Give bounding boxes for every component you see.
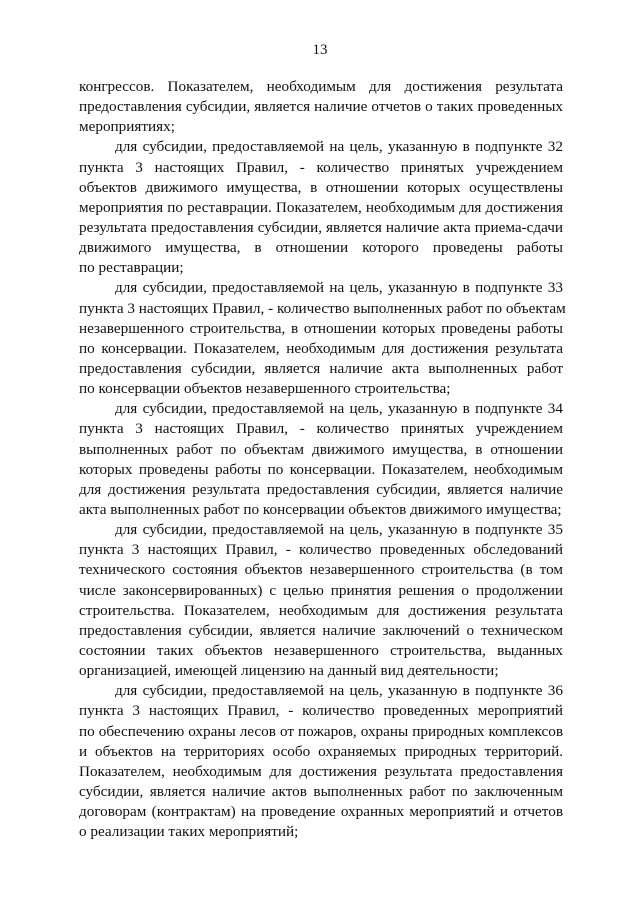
text-line: мероприятия по реставрации. Показателем, необходимым для достижения: [79, 198, 563, 216]
text-line: и объектов на территориях особо охраняемых природных территорий.: [79, 742, 563, 760]
paragraph-first-line: для субсидии, предоставляемой на цель, указанную в подпункте 35: [115, 521, 563, 539]
text-line: по обеспечению охраны лесов от пожаров, охраны природных комплексов: [79, 722, 563, 740]
text-line: конгрессов. Показателем, необходимым для достижения результата: [79, 78, 563, 95]
paragraph-first-line: для субсидии, предоставляемой на цель, указанную в подпункте 32: [115, 138, 563, 156]
text-line: субсидии, является наличие актов выполненных работ по заключенным: [79, 782, 563, 800]
text-line: пункта 3 настоящих Правил, - количество проведенных мероприятий: [79, 702, 563, 720]
text-line: результата предоставления субсидии, является наличие акта приема-сдачи: [79, 218, 563, 236]
text-line: организацией, имеющей лицензию на данный вид деятельности;: [79, 662, 499, 680]
text-line: пункта 3 настоящих Правил, - количество принятых учреждением: [79, 420, 563, 438]
text-line: акта выполненных работ по консервации объектов движимого имущества;: [79, 500, 562, 518]
text-line: предоставления субсидии, является наличие заключений о техническом: [79, 621, 563, 639]
page-number: 13: [312, 42, 328, 58]
paragraph-first-line: для субсидии, предоставляемой на цель, указанную в подпункте 34: [115, 400, 563, 418]
text-line: строительства. Показателем, необходимым для достижения результата: [79, 601, 563, 619]
paragraph-first-line: для субсидии, предоставляемой на цель, указанную в подпункте 33: [115, 279, 563, 297]
text-line: состоянии таких объектов незавершенного строительства, выданных: [79, 641, 563, 659]
text-line: по консервации объектов незавершенного строительства;: [79, 380, 451, 398]
text-line: объектов движимого имущества, в отношении которых осуществлены: [79, 178, 563, 196]
text-line: движимого имущества, в отношении которого проведены работы: [79, 239, 563, 257]
paragraph-first-line: для субсидии, предоставляемой на цель, указанную в подпункте 36: [115, 682, 563, 700]
text-line: технического состояния объектов незавершенного строительства (в том: [79, 561, 563, 579]
text-line: по консервации. Показателем, необходимым для достижения результата: [79, 339, 563, 357]
text-line: для достижения результата предоставления субсидии, является наличие: [79, 480, 563, 498]
text-line: числе законсервированных) с целью принятия решения о продолжении: [79, 581, 563, 599]
text-line: незавершенного строительства, в отношении которых проведены работы: [79, 319, 563, 337]
text-line: пункта 3 настоящих Правил, - количество проведенных обследований: [79, 541, 563, 559]
text-line: пункта 3 настоящих Правил, - количество выполненных работ по объектам: [79, 299, 566, 317]
document-body: [79, 77, 566, 842]
text-line: Показателем, необходимым для достижения результата предоставления: [79, 762, 563, 780]
text-line: о реализации таких мероприятий;: [79, 823, 299, 841]
text-line: выполненных работ по объектам движимого имущества, в отношении: [79, 440, 563, 458]
text-line: договорам (контрактам) на проведение охранных мероприятий и отчетов: [79, 803, 563, 821]
text-line: мероприятиях;: [79, 118, 175, 136]
text-line: предоставления субсидии, является наличие акта выполненных работ: [79, 359, 563, 377]
text-line: которых проведены работы по консервации. Показателем, необходимым: [79, 460, 563, 478]
text-line: по реставрации;: [79, 259, 184, 277]
text-line: предоставления субсидии, является наличие отчетов о таких проведенных: [79, 98, 563, 116]
text-line: пункта 3 настоящих Правил, - количество принятых учреждением: [79, 158, 563, 176]
